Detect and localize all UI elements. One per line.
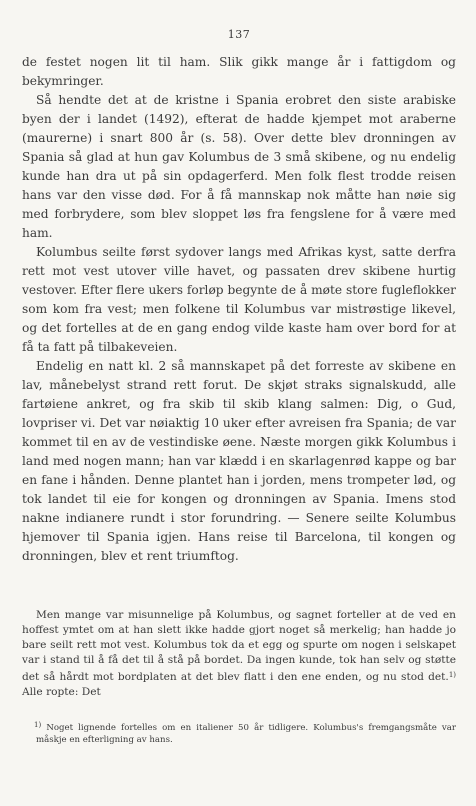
anecdote-tail: Alle ropte: Det — [22, 686, 101, 699]
footnote-text: Noget lignende fortelles om en italiener 50 år tidligere. Kolumbus's fremgangsmåte var måskje en efterligning av hans. — [36, 723, 457, 745]
paragraph-3: Kolumbus seilte først sydover langs med Afrikas kyst, satte derfra rett mot vest utover ville havet, og passaten drev skibene hurtig vestover. Efter flere ukers forløp begynte de å møte store fugleflokker som kom fra vest; men folkene til Kolumbus var mistrøstige likevel, og det fortelles at de en gang endog vilde kaste ham over bord for at få ta fatt på tilbakeveien. — [22, 245, 456, 354]
small-print-section — [22, 608, 456, 701]
anecdote-text: Men mange var misunnelige på Kolumbus, og sagnet forteller at de ved en hoffest ymtet om at han slett ikke hadde gjort noget så merkelig; han hadde jo bare seilt rett mot vest. Kolumbus tok da et egg og spurte om nogen i selskapet var i stand til å få det til å stå på bordet. Da ingen kunde, tok han selv og støtte det så hårdt mot bordplaten at det blev flatt i den ene enden, og nu stod det. — [22, 609, 456, 684]
footnote-reference: 1) — [448, 671, 456, 680]
footnote-paragraph — [22, 719, 456, 746]
main-text — [22, 53, 456, 566]
paragraph-1: de festet nogen lit til ham. Slik gikk mange år i fattigdom og bekymringer. — [22, 55, 456, 88]
page-number: 137 — [227, 28, 251, 41]
anecdote-paragraph — [22, 608, 456, 701]
footnote-marker: 1) — [34, 721, 42, 729]
paragraph-2: Så hendte det at de kristne i Spania erobret den siste arabiske byen der i landet (1492), efterat de hadde kjempet mot araberne (maurerne) i snart 800 år (s. 58). Over dette blev dronningen av Spania så glad at hun gav Kolumbus de 3 små skibene, og nu endelig kunde han dra ut på sin opdagerferd. Men folk flest trodde reisen hans var den visse død. For å få mannskap nok måtte han nøie sig med forbrydere, som blev sloppet løs fra fengslene for å være med ham. — [22, 93, 456, 240]
footnote — [22, 719, 456, 746]
paragraph-4: Endelig en natt kl. 2 så mannskapet på det forreste av skibene en lav, månebelyst strand rett forut. De skjøt straks signalskudd, alle fartøiene ankret, og fra skib til skib klang salmen: Dig, o Gud, lovpriser vi. Det var nøiaktig 10 uker efter avreisen fra Spania; de var kommet til en av de vestindiske øene. Næste morgen gikk Kolumbus i land med nogen mann; han var klædd i en skarlagenrød kappe og bar en fane i hånden. Denne plantet han i jorden, mens trompeter lød, og tok landet til eie for kongen og dronningen av Spania. Imens stod nakne indianere rundt i stor forundring. — Senere seilte Kolumbus hjemover til Spania igjen. Hans reise til Barcelona, til kongen og dronningen, blev et rent triumftog. — [22, 359, 456, 563]
